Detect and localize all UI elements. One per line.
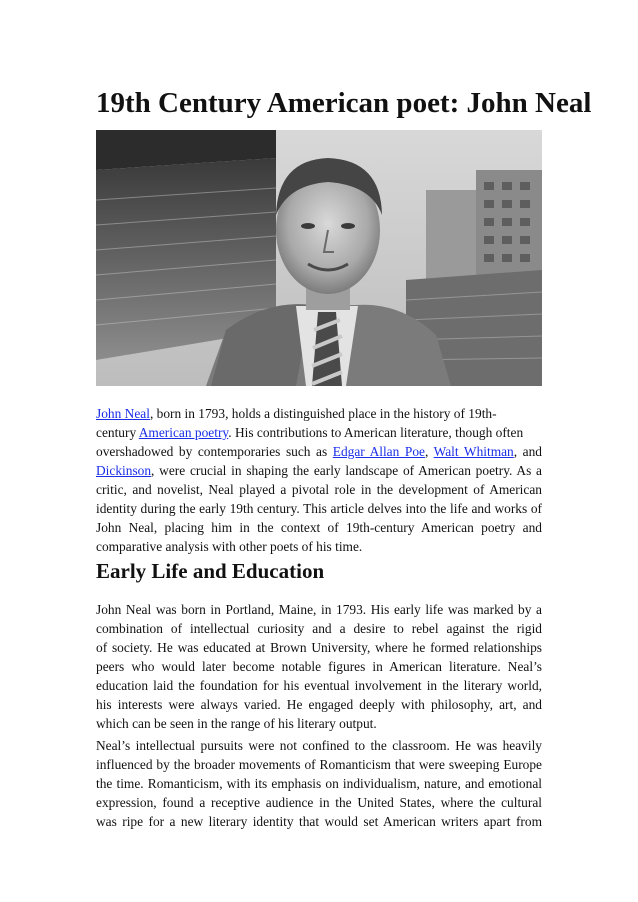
text-line: comparative analysis with other poets of his time. [96, 539, 363, 554]
section-heading: Early Life and Education [96, 559, 325, 583]
text-line: peers who would later become notable figures in American literature. Neal’s [96, 659, 542, 674]
text-line: combination of intellectual curiosity and a desire to rebel against the rigid [96, 621, 542, 636]
text-run: century [96, 425, 139, 440]
text-line [96, 404, 542, 423]
text-run: , and [513, 444, 542, 459]
page-title: 19th Century American poet: John Neal [96, 87, 592, 119]
text-run: , were crucial in shaping the early landscape of American poetry. As a [151, 463, 542, 478]
text-run: . His contributions to American literature, though often [228, 425, 524, 440]
early-life-paragraph-2 [96, 736, 542, 831]
portrait-image [96, 130, 542, 386]
text-line: education laid the foundation for his eventual involvement in the literary world, [96, 678, 542, 693]
text-line: was ripe for a new literary identity that would set American writers apart from [96, 814, 542, 829]
intro-paragraph [96, 404, 542, 556]
text-line: the time. Romanticism, with its emphasis on individualism, nature, and emotional [96, 776, 542, 791]
early-life-paragraph-1 [96, 600, 542, 733]
text-line: influenced by the broader movements of Romanticism that were sweeping Europe [96, 757, 542, 772]
text-line: identity during the early 19th century. This article delves into the life and works of [96, 501, 542, 516]
portrait-photo [96, 130, 542, 386]
text-line: Neal’s intellectual pursuits were not confined to the classroom. He was heavily [96, 738, 542, 753]
link-american-poetry[interactable]: American poetry [138, 425, 229, 440]
link-john-neal[interactable]: John Neal [96, 406, 150, 421]
text-run: , [424, 444, 434, 459]
text-line: John Neal was born in Portland, Maine, in 1793. His early life was marked by a [96, 602, 542, 617]
text-line: which can be seen in the range of his literary output. [96, 716, 377, 731]
text-line: expression, found a receptive audience in the United States, where the cultural [96, 795, 542, 810]
text-line [96, 423, 542, 442]
link-dickinson[interactable]: Dickinson [96, 463, 152, 478]
text-run: overshadowed by contemporaries such as [96, 444, 333, 459]
text-run: , born in 1793, holds a distinguished place in the history of 19th- [149, 406, 497, 421]
text-line [96, 461, 542, 480]
text-line: critic, and novelist, Neal played a pivotal role in the development of American [96, 482, 542, 497]
link-edgar-allan-poe[interactable]: Edgar Allan Poe [332, 444, 425, 459]
link-walt-whitman[interactable]: Walt Whitman [433, 444, 514, 459]
text-line [96, 442, 542, 461]
text-line: John Neal, placing him in the context of 19th-century American poetry and [96, 520, 542, 535]
text-line: his interests were always varied. He engaged deeply with philosophy, art, and [96, 697, 542, 712]
text-line: of society. He was educated at Brown University, where he formed relationships [96, 640, 542, 655]
